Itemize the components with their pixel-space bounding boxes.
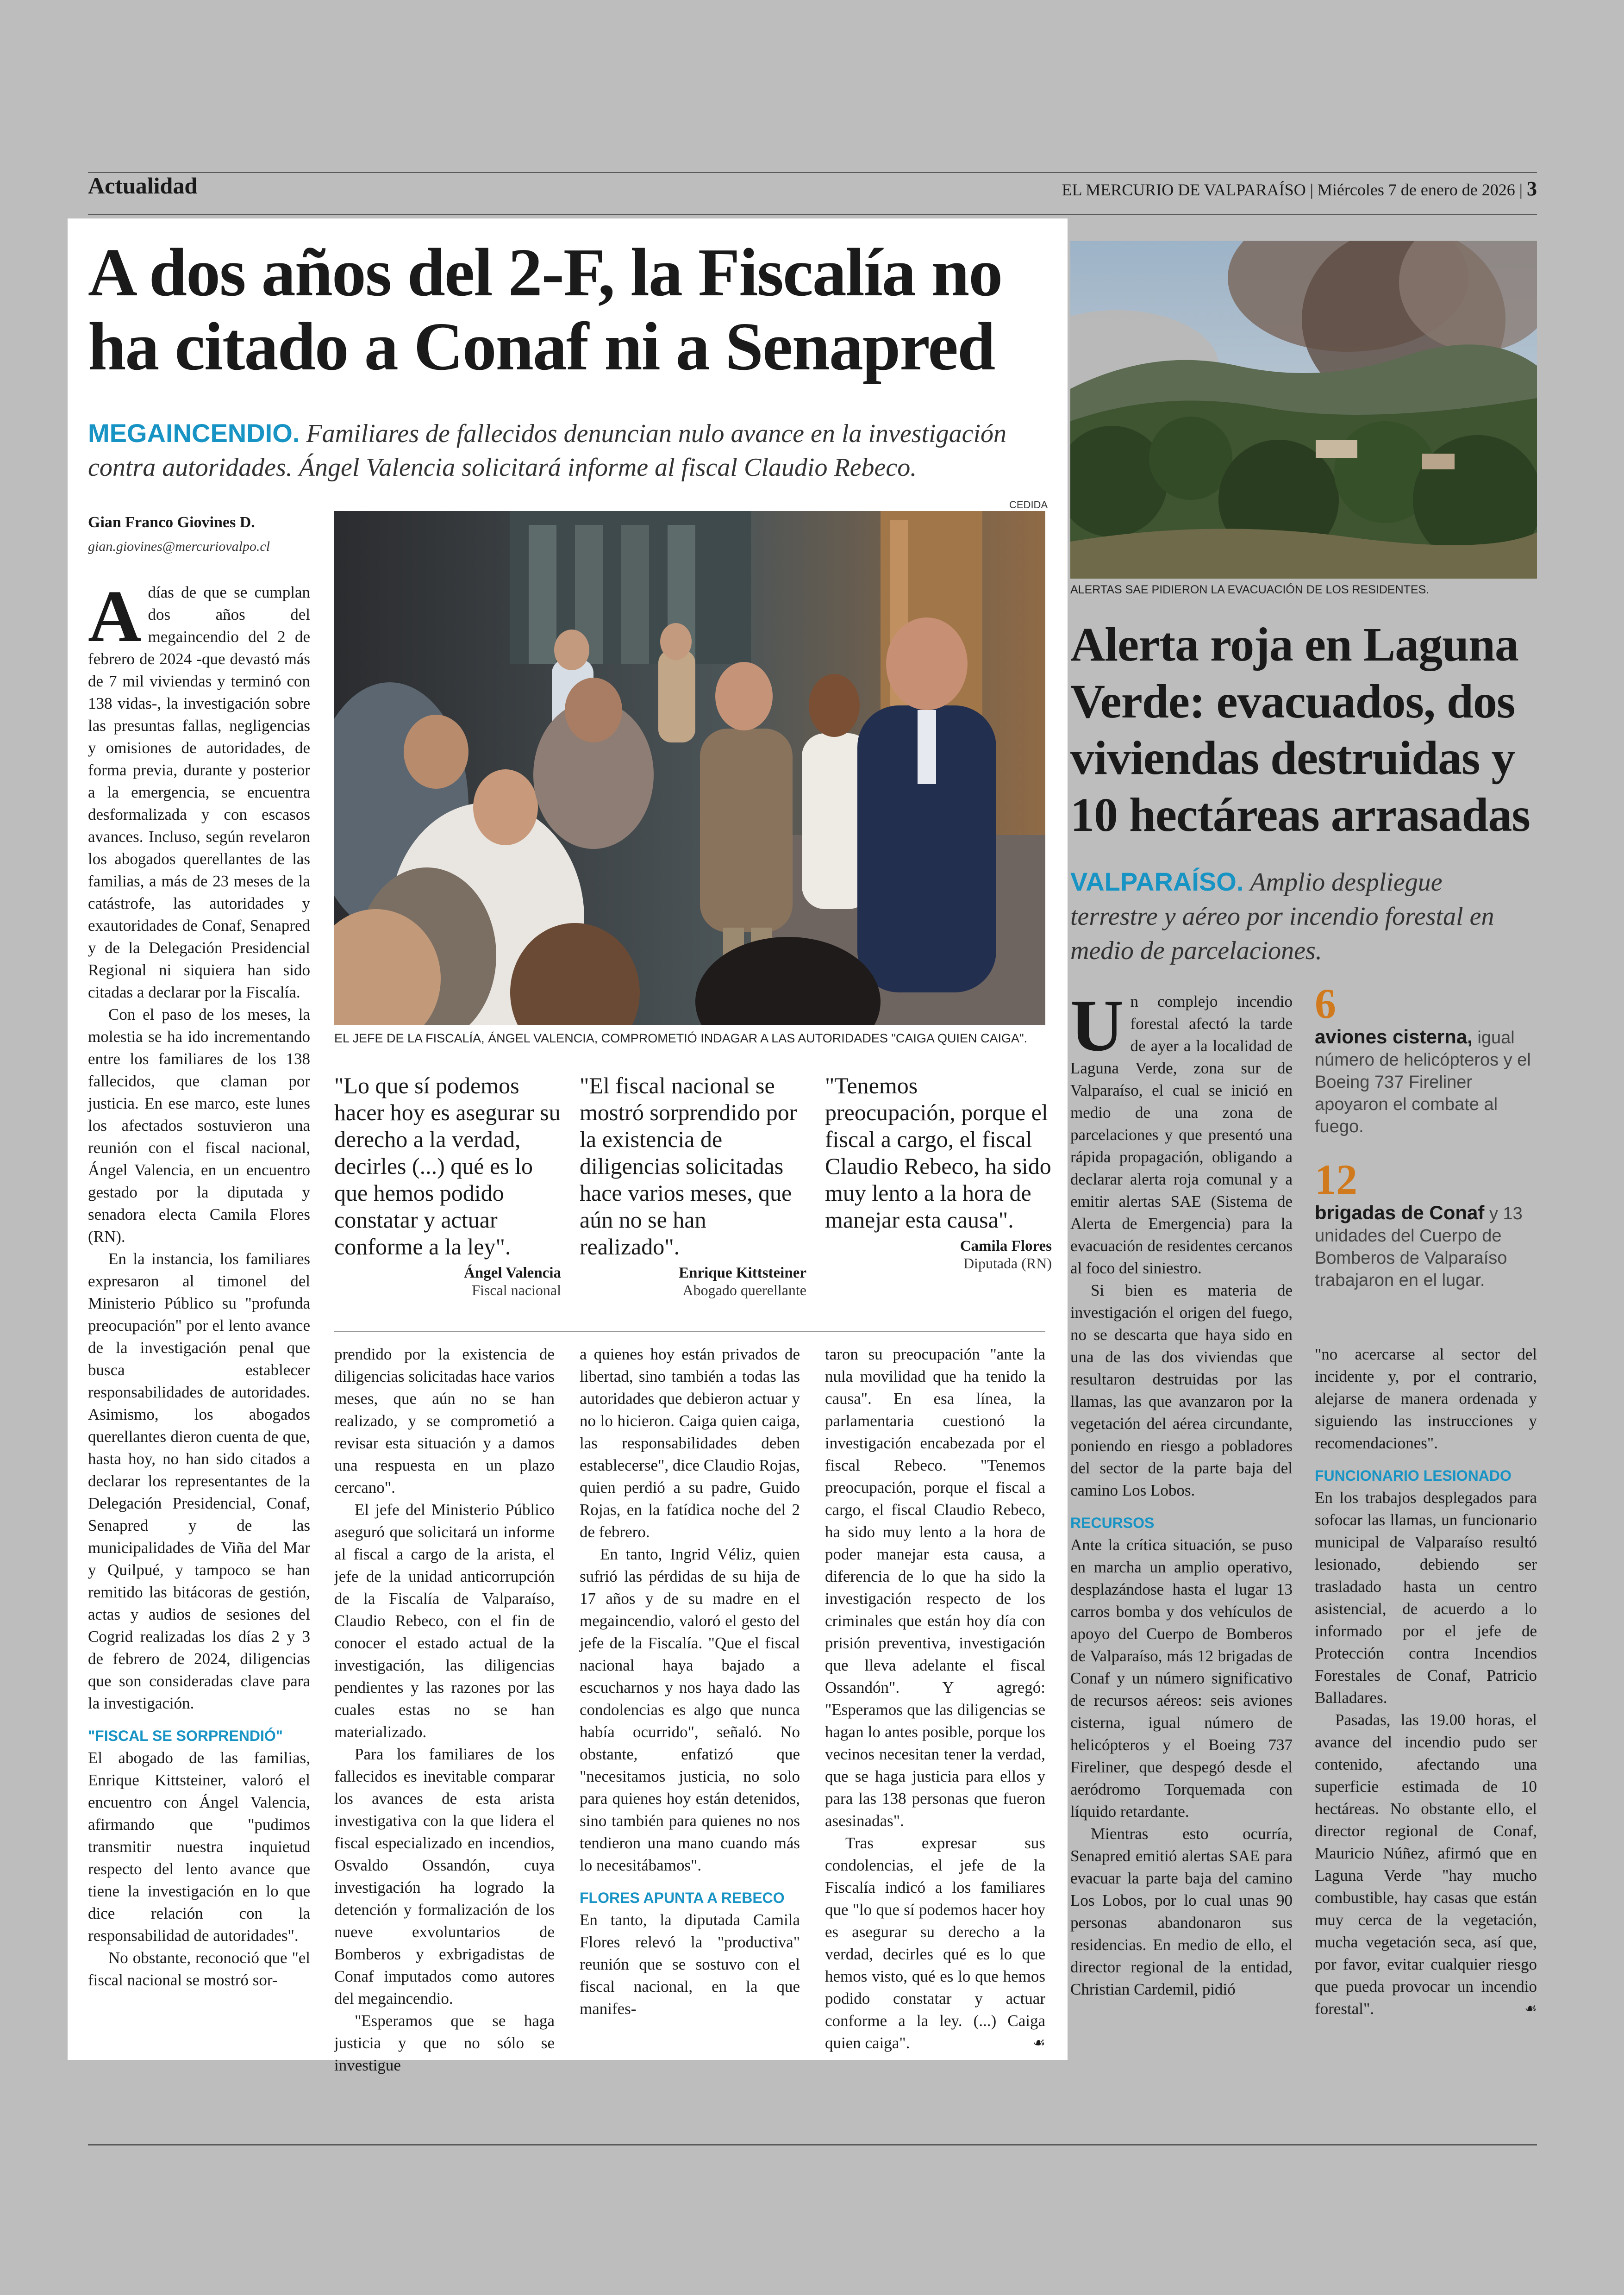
main-col1-para3: En la instancia, los familiares expresaron al timonel del Ministerio Público su "profunda preocupación" por el lento avance de la investigación penal que busca establecer responsabilidades de autoridades. Asimismo, los abogados querellantes dieron cuenta de que, hasta hoy, no han sido citados a declarar los representantes de la Delegación Presidencial, Conaf, Senapred y de las municipalidades de Viña del Mar y Quilpué, y tampoco se han remitido las bitácoras de gestión, actas y audios de sesiones del Cogrid realizadas los días 2 y 3 de febrero de 2024, diligencias que son consideradas clave para la investigación.	[88, 1250, 310, 1712]
stat-bold: brigadas de Conaf	[1315, 1202, 1485, 1223]
main-col1-para4: El abogado de las familias, Enrique Kittsteiner, valoró el encuentro con Ángel Valencia, afirmando que "pudimos transmitir nuestra inquietud respecto del lento avance que tiene la investigación en lo que dice relación con la responsabilidad de autoridades".	[88, 1749, 310, 1945]
main-col4-para1: taron su preocupación "ante la nula movilidad que ha tenido la causa". En esa línea, la parlamentaria cuestionó la investigación encabezada por el fiscal Rebeco. "Tenemos preocupación, porque el fiscal a cargo, el fiscal Claudio Rebeco, ha sido muy lento a la hora de poder manejar esta causa, a diferencia de lo que ha sido la investigación respecto de los criminales que están hoy día con prisión preventiva, investigación que lleva adelante el fiscal Ossandón". Y agregó: "Esperamos que las diligencias se hagan lo antes posible, porque los vecinos necesitan tener la verdad, que se haga justicia para ellos y para las 138 personas que fueron asesinadas".	[825, 1345, 1045, 1830]
end-mark-icon: ☙	[1033, 2035, 1045, 2051]
top-rule	[88, 172, 1537, 173]
quote-name: Ángel Valencia	[464, 1265, 561, 1281]
side-column-a	[1070, 984, 1293, 2001]
side-photo	[1070, 241, 1537, 579]
pull-quote-kittsteiner	[580, 1072, 806, 1299]
main-col1-para1: Adías de que se cumplan dos años del megaincendio del 2 de febrero de 2024 -que devastó más de 7 mil viviendas y terminó con 138 vidas-, la investigación sobre las presuntas fallas, negligencias y omisiones de autoridades, de forma previa, durante y posterior a la emergencia, se encuentra desformalizada y con escasos avances. Incluso, según revelaron los abogados querellantes de las familias, a más de 23 meses de la catástrofe, las autoridades y exautoridades de Conaf, Senapred y de la Delegación Presidencial Regional ni siquiera han sido citadas a declarar por la Fiscalía.	[88, 575, 310, 1001]
main-headline: A dos años del 2-F, la Fiscalía no ha citado a Conaf ni a Senapred	[88, 235, 1002, 385]
side-photo-caption: ALERTAS SAE PIDIERON LA EVACUACIÓN DE LOS RESIDENTES.	[1070, 583, 1430, 596]
main-col2-para2: El jefe del Ministerio Público aseguró que solicitará un informe al fiscal a cargo de la arista, el jefe de la unidad anticorrupción de la Fiscalía de Valparaíso, Claudio Rebeco, con el fin de conocer el estado actual de la investigación, las diligencias pendientes y las razones por las cuales estas no se han materializado.	[334, 1501, 555, 1741]
main-col1-para5: No obstante, reconoció que "el fiscal nacional se mostró sor-	[88, 1949, 310, 1989]
side-tag: VALPARAÍSO.	[1070, 867, 1244, 896]
issue-date: Miércoles 7 de enero de 2026	[1317, 181, 1515, 199]
main-col2-para1: prendido por la existencia de diligencias solicitadas hace varios meses, que aún no se han realizado, y se comprometió a revisar esta situación y a damos una respuesta en un plazo cercano".	[334, 1345, 555, 1497]
quote-role: Diputada (RN)	[963, 1255, 1052, 1272]
drop-cap: A	[88, 575, 142, 657]
quote-text: "Lo que sí podemos hacer hoy es asegurar su derecho a la verdad, decirles (...) qué es lo que hemos podido constatar y actuar conforme a la ley".	[334, 1073, 561, 1260]
main-col1-para2: Con el paso de los meses, la molestia se ha ido incrementando entre los familiares de los 138 fallecidos, que claman por justicia. En ese marco, este lunes los afectados sostuvieron una reunión con el fiscal nacional, Ángel Valencia, en un encuentro gestado por la diputada y senadora electa Camila Flores (RN).	[88, 1005, 310, 1246]
main-deck-text: Familiares de fallecidos denuncian nulo avance en la investigación contra autoridades. Ángel Valencia solicitará informe al fiscal Claudio Rebeco.	[88, 419, 1007, 482]
side-column-b	[1315, 1343, 1537, 2020]
quote-text: "Tenemos preocupación, porque el fiscal a cargo, el fiscal Claudio Rebeco, ha sido muy lento a la hora de manejar esta causa".	[825, 1073, 1051, 1233]
main-photo	[334, 511, 1045, 1025]
main-col2-para3: Para los familiares de los fallecidos es inevitable comparar los avances de esta arista investigativa con la que lidera el fiscal especializado en incendios, Osvaldo Ossandón, cuya investigación ha logrado la detención y formalización de los nueve exvoluntarios de Bomberos y exbrigadistas de Conaf imputados como autores del megaincendio.	[334, 1745, 555, 2008]
main-tag: MEGAINCENDIO.	[88, 418, 300, 448]
side-colB-para3: Pasadas, las 19.00 horas, el avance del incendio pudo ser contenido, afectando una superficie estimada de 10 hectáreas. No obstante ello, el director regional de Conaf, Mauricio Núñez, afirmó que en Laguna Verde "hay mucho combustible, hay casas que están muy cerca de la vegetación, mucha vegetación seca, así que, por favor, evitar cualquier riesgo que pueda provocar un incendio forestal". ☙	[1315, 1709, 1537, 2020]
author-email[interactable]: gian.giovines@mercuriovalpo.cl	[88, 539, 270, 554]
main-column-2	[334, 1343, 555, 2077]
photo-credit: CEDIDA	[1009, 499, 1048, 511]
main-deck	[88, 417, 1037, 485]
main-col3-para1: a quienes hoy están privados de libertad, sino también a todas las autoridades que debieron actuar y no lo hicieron. Caiga quien caiga, las responsabilidades deben establecerse", dice Claudio Rojas, quien perdió a su padre, Guido Rojas, en la fatídica noche del 2 de febrero.	[580, 1345, 800, 1541]
side-deck-text: Amplio despliegue terrestre y aéreo por incendio forestal en medio de parcelaciones.	[1070, 868, 1494, 965]
header-rule	[88, 214, 1537, 215]
side-colA-para2: Si bien es materia de investigación el origen del fuego, no se descarta que haya sido en una de las dos viviendas que resultaron destruidas por las llamas, las que avanzaron por la vegetación del aérea circundante, poniendo en riesgo a pobladores del sector de la parte baja del camino Los Lobos.	[1070, 1281, 1293, 1499]
subhead-flores: FLORES APUNTA A REBECO	[580, 1890, 785, 1906]
main-photo-caption: EL JEFE DE LA FISCALÍA, ÁNGEL VALENCIA, COMPROMETIÓ INDAGAR A LAS AUTORIDADES "CAIGA QUIEN CAIGA".	[334, 1031, 1028, 1045]
side-colB-para1: "no acercarse al sector del incidente y, por el contrario, alejarse de manera ordenada y siguiendo las instrucciones y recomendaciones".	[1315, 1345, 1537, 1452]
side-colA-para4: Mientras esto ocurría, Senapred emitió alertas SAE para evacuar la parte baja del camino Los Lobos, por lo cual unas 90 personas abandonaron sus residencias. En medio de ello, el director regional de la entidad, Christian Cardemil, pidió	[1070, 1825, 1293, 1998]
stat-text: igual número de helicópteros y el Boeing 737 Fireliner apoyaron el combate al fuego.	[1315, 1028, 1531, 1136]
drop-cap: U	[1070, 984, 1124, 1066]
stat-text: y 13 unidades del Cuerpo de Bomberos de Valparaíso trabajaron en el lugar.	[1315, 1204, 1523, 1290]
quote-name: Camila Flores	[960, 1238, 1052, 1254]
end-mark-icon: ☙	[1524, 2001, 1537, 2017]
side-deck	[1070, 865, 1529, 968]
side-headline: Alerta roja en Laguna Verde: evacuados, dos viviendas destruidas y 10 hectáreas arrasadas	[1070, 618, 1530, 842]
quote-role: Fiscal nacional	[472, 1282, 561, 1298]
newspaper-name: EL MERCURIO DE VALPARAÍSO	[1062, 181, 1306, 199]
section-label: Actualidad	[88, 173, 198, 199]
subhead-fiscal: "FISCAL SE SORPRENDIÓ"	[88, 1727, 283, 1744]
masthead: EL MERCURIO DE VALPARAÍSO | Miércoles 7 de enero de 2026 | 3	[1062, 177, 1537, 200]
stat-aviones	[1315, 981, 1537, 1138]
main-col2-para4: "Esperamos que se haga justicia y que no sólo se investigue	[334, 2012, 555, 2074]
main-col4-para2: Tras expresar sus condolencias, el jefe de la Fiscalía indicó a los familiares que "lo que sí podemos hacer hoy es asegurar su derecho a la verdad, decirles qué es lo que hemos visto, qué es lo que hemos podido constatar y actuar conforme a la ley. (...) Caiga quien caiga". ☙	[825, 1832, 1045, 2054]
stat-number: 6	[1315, 980, 1336, 1027]
main-column-3	[580, 1343, 800, 2020]
stat-bold: aviones cisterna,	[1315, 1026, 1473, 1048]
quote-text: "El fiscal nacional se mostró sorprendido por la existencia de diligencias solicitadas hace varios meses, que aún no se han realizado".	[580, 1073, 797, 1260]
main-column-1	[88, 575, 310, 1991]
side-colB-para2: En los trabajos desplegados para sofocar las llamas, un funcionario municipal de Valparaíso resultó lesionado, debiendo ser trasladado hasta un centro asistencial, de acuerdo a lo informado por el jefe de Protección contra Incendios Forestales de Conaf, Patricio Balladares.	[1315, 1489, 1537, 1707]
subhead-recursos: RECURSOS	[1070, 1515, 1155, 1531]
page-number: 3	[1527, 177, 1537, 200]
main-column-4	[825, 1343, 1045, 2054]
quote-role: Abogado querellante	[682, 1282, 806, 1298]
byline: Gian Franco Giovines D.	[88, 514, 255, 531]
stat-brigadas	[1315, 1157, 1537, 1291]
subhead-funcionario: FUNCIONARIO LESIONADO	[1315, 1467, 1512, 1484]
main-col3-para2: En tanto, Ingrid Véliz, quien sufrió las pérdidas de su hija de 17 años y de su madre en el megaincendio, valoró el gesto del jefe de la Fiscalía. "Que el fiscal nacional haya bajado a escucharnos y nos haya dado las condolencias es algo que nunca había ocurrido", señaló. No obstante, enfatizó que "necesitamos justicia, no solo para quienes hoy están detenidos, sino también para quienes no nos tendieron una mano cuando más lo necesitábamos".	[580, 1545, 800, 1874]
quotes-divider	[334, 1331, 1045, 1332]
quote-name: Enrique Kittsteiner	[679, 1265, 806, 1281]
side-colA-para1: Un complejo incendio forestal afectó la tarde de ayer a la localidad de Laguna Verde, zona sur de Valparaíso, el cual se inició en medio de una zona de parcelaciones y que presentó una rápida propagación, obligando a declarar alerta roja comunal y a emitir alertas SAE (Sistema de Alerta de Emergencia) para la evacuación de residentes cercanos al foco del siniestro.	[1070, 984, 1293, 1277]
bottom-rule	[88, 2144, 1537, 2145]
side-colA-para3: Ante la crítica situación, se puso en marcha un amplio operativo, desplazándose hasta el lugar 13 carros bomba y dos vehículos de apoyo del Cuerpo de Bomberos de Valparaíso, más 12 brigadas de Conaf y un número significativo de recursos aéreos: seis aviones cisterna, igual número de helicópteros y el Boeing 737 Fireliner, que despegó desde el aeródromo Torquemada con líquido retardante.	[1070, 1536, 1293, 1821]
stat-number: 12	[1315, 1156, 1357, 1203]
pull-quote-valencia	[334, 1072, 561, 1299]
main-col3-para3: En tanto, la diputada Camila Flores relevó la "productiva" reunión que se sostuvo con el fiscal nacional, en la que manifes-	[580, 1911, 800, 2018]
pull-quote-flores	[825, 1072, 1052, 1272]
